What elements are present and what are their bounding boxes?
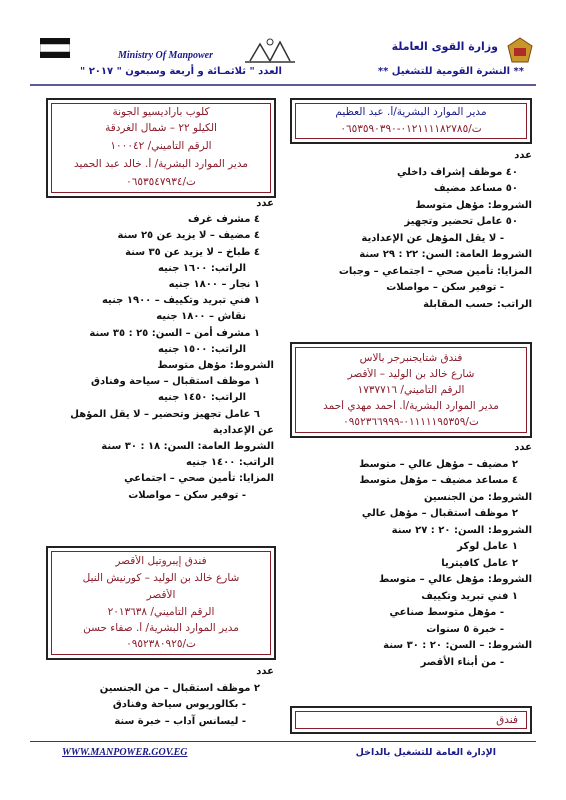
count-label: عدد — [256, 666, 274, 677]
department-name: الإدارة العامة للتشغيل بالداخل — [355, 747, 496, 758]
phone: ت/٠٩٥٢٣٨٠٩٢٥ — [126, 638, 196, 650]
list-item: الشروط: مؤهل متوسط — [415, 199, 532, 211]
list-item: المزايا: تأمين صحي – اجتماعي – وجبات — [338, 265, 532, 277]
hr-manager: مدير الموارد البشرية/ أ. خالد عبد الحميد — [74, 158, 248, 170]
bulletin-title: ** النشرة القومية للتشغيل ** — [377, 66, 524, 77]
list-item: الشروط: السن: ٢٠ : ٢٧ سنة — [391, 524, 532, 536]
list-item: الشروط العامة: السن: ١٨ : ٣٠ سنة — [101, 441, 274, 453]
count-label: عدد — [256, 198, 274, 209]
count-label: عدد — [514, 442, 532, 453]
list-item: الشروط العامة: السن: ٢٢ : ٢٩ سنة — [359, 249, 532, 260]
list-item: ١ نجار – ١٨٠٠ جنيه — [168, 279, 260, 291]
company-name: فندق إيبروتيل الأقصر — [115, 555, 207, 567]
list-item: الراتب: ١٦٠٠ جنيه — [158, 262, 246, 274]
company-city: الأقصر — [146, 589, 176, 601]
list-item: ٤ مضيف – لا يزيد عن ٢٥ سنة — [117, 230, 260, 242]
list-item: ٤٠ موظف إشراف داخلي — [397, 166, 518, 178]
phone: ت/٠٦٥٣٥٤٧٩٣٤ — [126, 176, 196, 188]
list-item: - لا يقل المؤهل عن الإعدادية — [361, 232, 504, 244]
list-item: ١ مشرف أمن – السن: ٢٥ : ٣٥ سنة — [89, 327, 260, 339]
list-item: ٦ عامل تجهيز وتحضير – لا يقل المؤهل — [70, 408, 260, 420]
list-item: ١ موظف استقبال – سياحة وفنادق — [91, 376, 260, 388]
list-item: - مؤهل متوسط صناعي — [389, 607, 504, 618]
hr-manager: مدير الموارد البشرية/أ. عبد العظيم — [335, 106, 487, 118]
hr-manager: مدير الموارد البشرية/أ. أحمد مهدي أحمد — [323, 400, 499, 412]
hr-manager: مدير الموارد البشرية/ أ. صفاء حسن — [83, 622, 239, 634]
list-item: المزايا: تأمين صحي – اجتماعي — [124, 473, 274, 485]
list-item: ٢ موظف استقبال – مؤهل عالي — [361, 508, 518, 519]
employer-box-2 — [290, 342, 532, 438]
company-address: شارع خالد بن الوليد – الأقصر — [347, 368, 475, 380]
list-item: الراتب: ١٥٠٠ جنيه — [158, 343, 246, 355]
list-item: ١ فني تبريد وتكييف — [421, 590, 518, 602]
company-name: فندق شتايجنبرجر بالاس — [359, 352, 463, 364]
list-item: الشروط: مؤهل عالي – متوسط — [379, 574, 532, 585]
list-item: الراتب: ١٤٠٠ جنيه — [186, 457, 274, 469]
list-item: ٢ عامل كافيتريا — [441, 557, 518, 569]
flag-logo — [40, 38, 70, 58]
website-link[interactable]: WWW.MANPOWER.GOV.EG — [62, 747, 188, 758]
list-item: عن الإعدادية — [212, 424, 274, 436]
list-item: ٤ مشرف غرف — [188, 214, 260, 226]
list-item: - من أبناء الأقصر — [420, 656, 504, 668]
list-item: ٤ طباخ – لا يزيد عن ٣٥ سنة — [125, 246, 260, 258]
list-item: ٥٠ عامل تحضير وتجهيز — [404, 216, 518, 227]
list-item: - ليسانس آداب – خبرة سنة — [114, 715, 246, 727]
ministry-name-ar: وزارة القوى العاملة — [391, 40, 498, 53]
ministry-name-en: Ministry Of Manpower — [118, 50, 214, 61]
list-item: - خبرة ٥ سنوات — [426, 623, 504, 635]
employer-box-left-2 — [46, 546, 276, 660]
employer-box-left-1 — [46, 98, 276, 198]
list-item: الشروط: من الجنسين — [423, 491, 532, 503]
list-item: ٢ مضيف – مؤهل عالي – متوسط — [359, 458, 518, 470]
employer-box-3 — [290, 706, 532, 734]
company-name: كلوب باراديسيو الجونة — [112, 106, 210, 118]
list-item: - بكالوريوس سياحة وفنادق — [112, 699, 246, 710]
list-item: ٤ مساعد مضيف – مؤهل متوسط — [359, 475, 518, 486]
issue-number: العدد " ثلاثمـائة و أربعة وسبعون " ٢٠١٧ " — [80, 66, 282, 77]
list-item: - توفير سكن – مواصلات — [128, 489, 246, 501]
insurance-number: الرقم التأميني/ ١٧٣٧٧١٦ — [357, 384, 465, 396]
header-divider — [30, 84, 536, 86]
list-item: ١ فني تبريد وتكييف – ١٩٠٠ جنيه — [101, 295, 260, 307]
ministry-emblem — [504, 36, 536, 64]
list-item: - توفير سكن – مواصلات — [386, 282, 504, 293]
insurance-number: الرقم التأميني/ ١٠٠٠٤٢ — [110, 140, 212, 152]
company-name: فندق — [496, 714, 518, 726]
center-emblem — [240, 36, 300, 66]
list-item: الراتب: حسب المقابلة — [423, 298, 532, 310]
phone: ت/٠١١١١١٩٥٣٥٩-٠٩٥٢٣٦٦٩٩٩ — [343, 416, 479, 428]
company-address: الكيلو ٢٢ – شمال الغردقة — [105, 122, 217, 134]
left-jobs-list-2 — [38, 664, 274, 730]
list-item: الشروط: – السن: ٢٠ : ٣٠ سنة — [383, 640, 532, 651]
count-label: عدد — [514, 150, 532, 161]
left-jobs-list-1 — [38, 196, 274, 504]
list-item: ١ عامل لوكر — [457, 541, 518, 552]
list-item: الشروط: مؤهل متوسط — [157, 360, 274, 372]
list-item: نقاش – ١٨٠٠ جنيه — [156, 311, 246, 323]
list-item: ٢ موظف استقبال – من الجنسين — [99, 682, 260, 694]
right-jobs-list-1 — [292, 148, 532, 313]
list-item: الراتب: ١٤٥٠ جنيه — [158, 392, 246, 404]
phone: ت/٠١٢١١١١٨٢٧٨٥-٠٦٥٣٥٩٠٣٩٠ — [340, 123, 482, 135]
company-address: شارع خالد بن الوليد – كورنيش النيل — [82, 572, 240, 584]
employer-box-1 — [290, 98, 532, 144]
list-item: ٥٠ مساعد مضيف — [434, 183, 518, 194]
right-jobs-list-2 — [292, 440, 532, 671]
insurance-number: الرقم التأميني/ ٢٠١٣٦٣٨ — [107, 606, 215, 618]
footer-divider — [30, 741, 536, 742]
